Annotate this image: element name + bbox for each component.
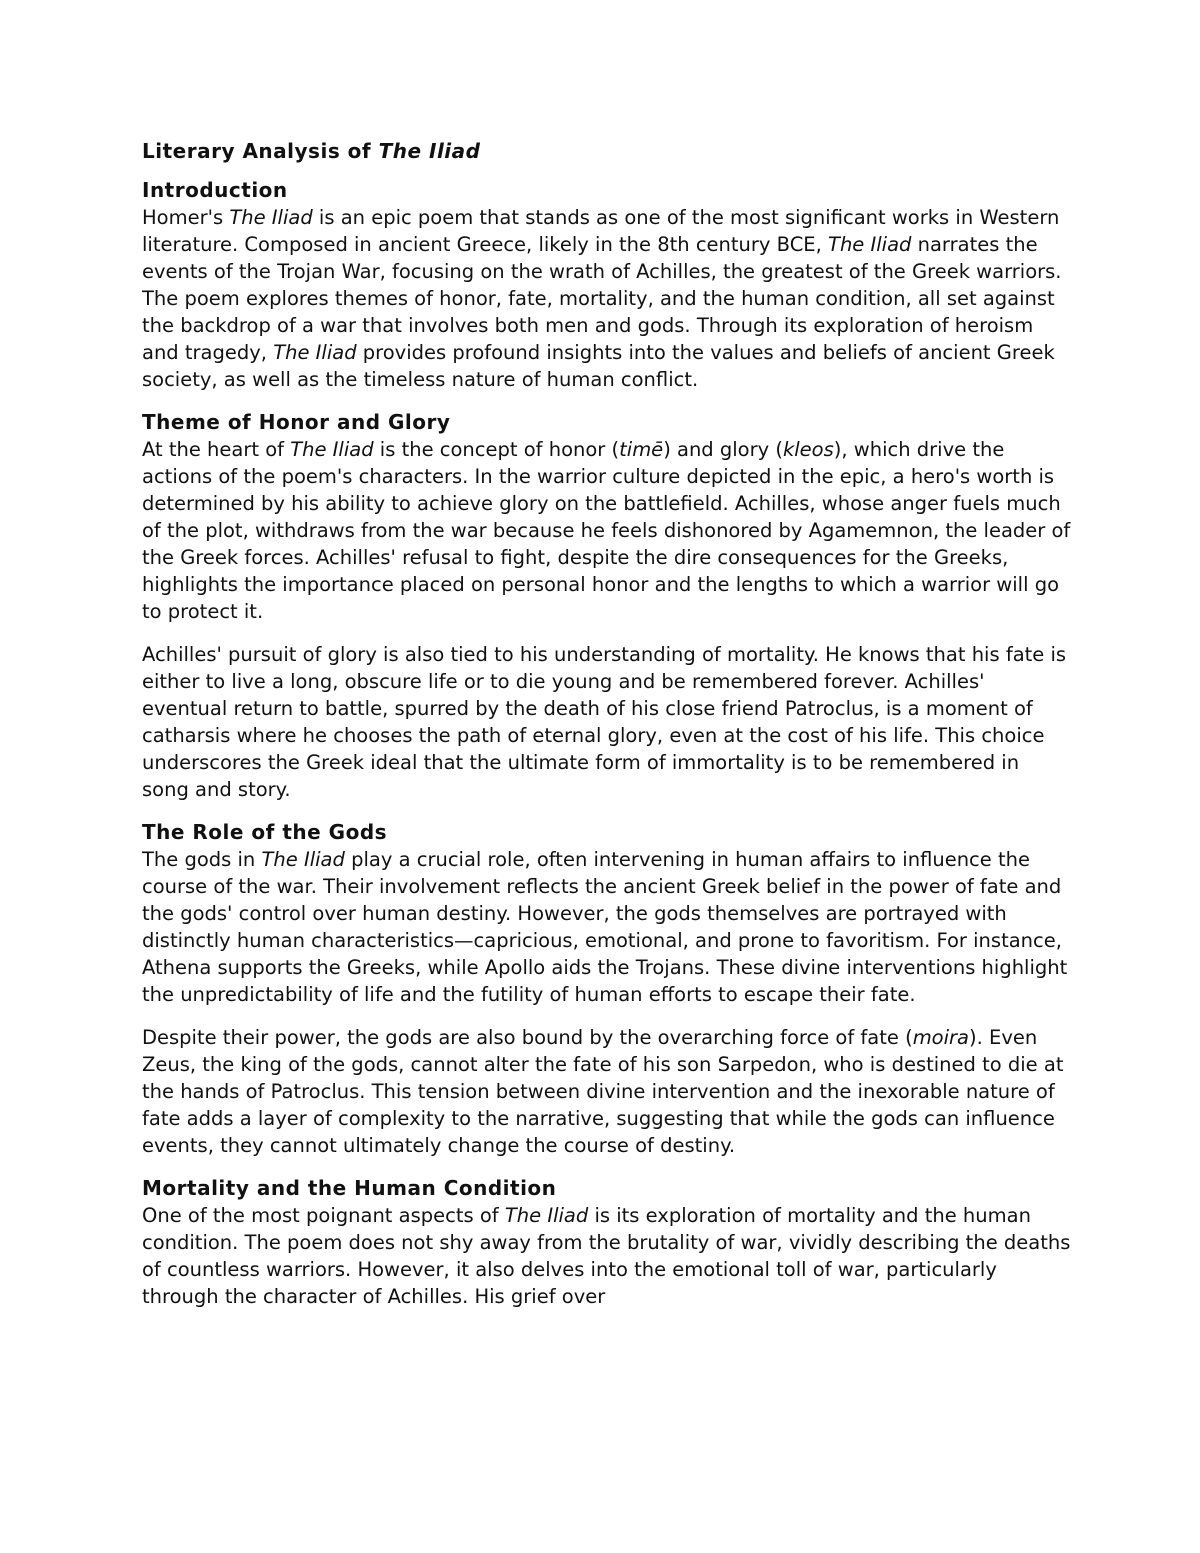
- section: [142, 409, 1072, 803]
- text-run: ), which drive the actions of the poem's characters. In the warrior culture depicted in the epic, a hero's worth is determined by his ability to achieve glory on the battlefield. Achilles, whose anger fuels much of the plot, withdraws from the war because he feels dishonored by Agamemnon, the leader of the Greek forces. Achilles' refusal to fight, despite the dire consequences for the Greeks, highlights the importance placed on personal honor and the lengths to which a warrior will go to protect it.: [142, 438, 1071, 623]
- italic-text: timē: [619, 438, 664, 461]
- italic-text: moira: [912, 1026, 969, 1049]
- text-run: One of the most poignant aspects of: [142, 1204, 505, 1227]
- paragraph: [142, 641, 1072, 803]
- paragraph: [142, 204, 1072, 393]
- italic-text: The Iliad: [504, 1204, 589, 1227]
- title-italic: The Iliad: [378, 139, 481, 163]
- text-run: narrates the events of the Trojan War, focusing on the wrath of Achilles, the greatest of the Greek warriors. The poem explores themes of honor, fate, mortality, and the human condition, all set against the backdrop of a war that involves both men and gods. Through its exploration of heroism and tragedy,: [142, 233, 1062, 364]
- section: [142, 819, 1072, 1159]
- document-title: [142, 138, 1072, 165]
- paragraph: [142, 1202, 1072, 1310]
- italic-text: kleos: [782, 438, 834, 461]
- italic-text: The Iliad: [273, 341, 357, 364]
- text-run: provides profound insights into the values and beliefs of ancient Greek society, as well as the timeless nature of human conflict.: [142, 341, 1055, 391]
- section-heading: Theme of Honor and Glory: [142, 410, 451, 434]
- text-run: is an epic poem that stands as one of the most significant works in Western literature. Composed in ancient Greece, likely in the 8th century BCE,: [142, 206, 1060, 256]
- text-run: ) and glory (: [663, 438, 783, 461]
- text-run: play a crucial role, often intervening in human affairs to influence the course of the war. Their involvement reflects the ancient Greek belief in the power of fate and the gods' control over human destiny. However, the gods themselves are portrayed with distinctly human characteristics—capricious, emotional, and prone to favoritism. For instance, Athena supports the Greeks, while Apollo aids the Trojans. These divine interventions highlight the unpredictability of life and the futility of human efforts to escape their fate.: [142, 848, 1068, 1006]
- text-run: Despite their power, the gods are also bound by the overarching force of fate (: [142, 1026, 913, 1049]
- paragraph: [142, 1024, 1072, 1159]
- document-body: [142, 138, 1072, 1326]
- italic-text: The Iliad: [261, 848, 345, 871]
- italic-text: The Iliad: [828, 233, 912, 256]
- text-run: is its exploration of mortality and the human condition. The poem does not shy away from the brutality of war, vividly describing the deaths of countless warriors. However, it also delves into the emotional toll of war, particularly through the character of Achilles. His grief over: [142, 1204, 1071, 1308]
- section: [142, 1175, 1072, 1310]
- section-heading: Introduction: [142, 178, 288, 202]
- text-run: Homer's: [142, 206, 230, 229]
- paragraph: [142, 436, 1072, 625]
- text-run: Achilles' pursuit of glory is also tied to his understanding of mortality. He knows that his fate is either to live a long, obscure life or to die young and be remembered forever. Achilles' eventual return to battle, spurred by the death of his close friend Patroclus, is a moment of catharsis where he chooses the path of eternal glory, even at the cost of his life. This choice underscores the Greek ideal that the ultimate form of immortality is to be remembered in song and story.: [142, 643, 1067, 801]
- title-prefix: Literary Analysis of: [142, 139, 379, 163]
- italic-text: The Iliad: [229, 206, 313, 229]
- text-run: At the heart of: [142, 438, 291, 461]
- text-run: ). Even Zeus, the king of the gods, cannot alter the fate of his son Sarpedon, who is destined to die at the hands of Patroclus. This tension between divine intervention and the inexorable nature of fate adds a layer of complexity to the narrative, suggesting that while the gods can influence events, they cannot ultimately change the course of destiny.: [142, 1026, 1064, 1157]
- text-run: The gods in: [142, 848, 262, 871]
- section-heading: Mortality and the Human Condition: [142, 1176, 557, 1200]
- paragraph: [142, 846, 1072, 1008]
- text-run: is the concept of honor (: [373, 438, 620, 461]
- sections-container: [142, 177, 1072, 1310]
- section: [142, 177, 1072, 393]
- section-heading: The Role of the Gods: [142, 820, 388, 844]
- italic-text: The Iliad: [290, 438, 374, 461]
